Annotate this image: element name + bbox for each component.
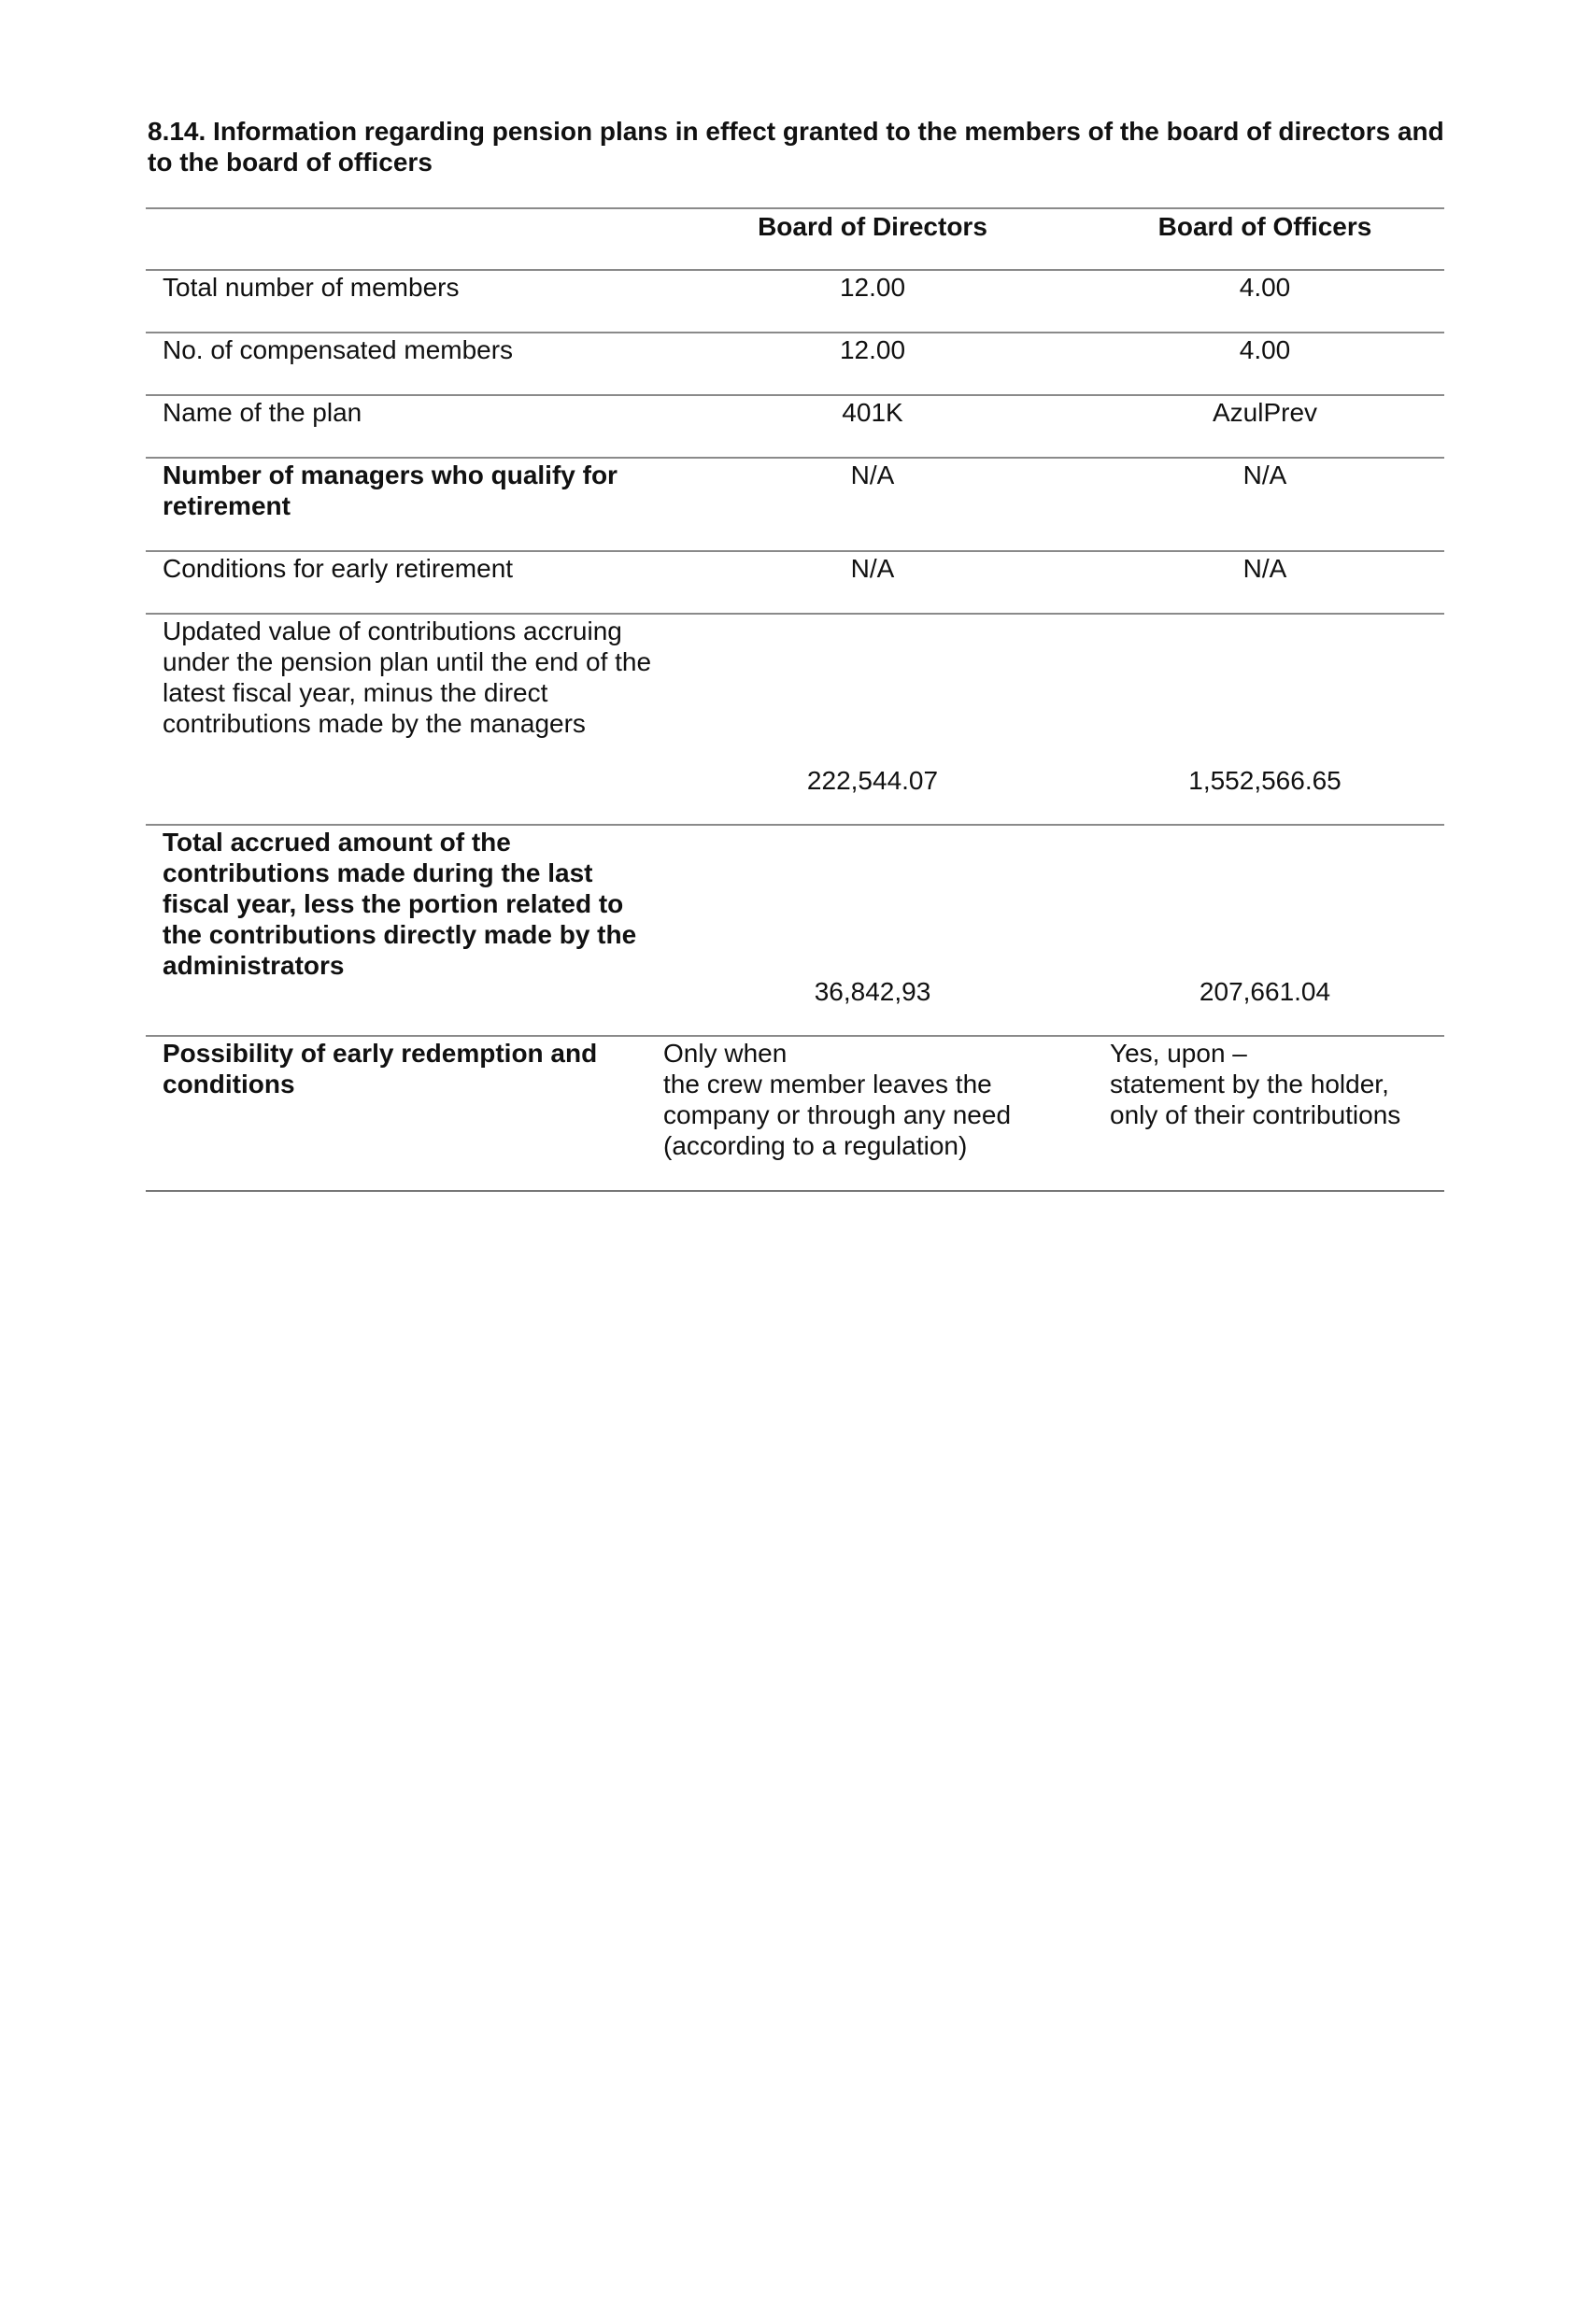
row-label: Name of the plan: [146, 395, 660, 458]
directors-value: N/A: [660, 458, 1086, 551]
officers-value: 4.00: [1086, 270, 1444, 333]
header-board-of-directors: Board of Directors: [660, 208, 1086, 270]
section-title: 8.14. Information regarding pension plans in effect granted to the members of the board of directors and to the board of officers: [148, 117, 1444, 177]
row-label: Conditions for early retirement: [146, 551, 660, 614]
row-label: Total number of members: [146, 270, 660, 333]
header-board-of-officers: Board of Officers: [1086, 208, 1444, 270]
table-row-total-accrued: [146, 825, 1444, 1036]
directors-value: 222,544.07: [660, 614, 1086, 825]
officers-value: 207,661.04: [1086, 825, 1444, 1036]
pension-plan-table: [146, 207, 1444, 1192]
table-row-early-redemption: [146, 1036, 1444, 1191]
row-label: Number of managers who qualify for retirement: [146, 458, 660, 551]
row-label: No. of compensated members: [146, 333, 660, 395]
row-label: Updated value of contributions accruing under the pension plan until the end of the latest fiscal year, minus the direct contributions made by the managers: [146, 614, 660, 825]
officers-value: AzulPrev: [1086, 395, 1444, 458]
officers-value: Yes, upon – statement by the holder, only of their contributions: [1086, 1036, 1444, 1191]
table-header-row: [146, 208, 1444, 270]
table-row-plan-name: [146, 395, 1444, 458]
header-label-cell: [146, 208, 660, 270]
table-row-early-retirement-conditions: [146, 551, 1444, 614]
directors-value: Only when the crew member leaves the company or through any need (according to a regulation): [660, 1036, 1086, 1191]
directors-value: 12.00: [660, 333, 1086, 395]
officers-value: 1,552,566.65: [1086, 614, 1444, 825]
table-row-compensated-members: [146, 333, 1444, 395]
officers-value: N/A: [1086, 551, 1444, 614]
directors-value: 12.00: [660, 270, 1086, 333]
table-row-total-members: [146, 270, 1444, 333]
table-row-managers-qualify: [146, 458, 1444, 551]
directors-value: N/A: [660, 551, 1086, 614]
directors-value: 401K: [660, 395, 1086, 458]
row-label: Total accrued amount of the contributions made during the last fiscal year, less the portion related to the contributions directly made by the administrators: [146, 825, 660, 1036]
row-label: Possibility of early redemption and conditions: [146, 1036, 660, 1191]
officers-value: N/A: [1086, 458, 1444, 551]
directors-value: 36,842,93: [660, 825, 1086, 1036]
table-row-updated-contributions: [146, 614, 1444, 825]
officers-value: 4.00: [1086, 333, 1444, 395]
